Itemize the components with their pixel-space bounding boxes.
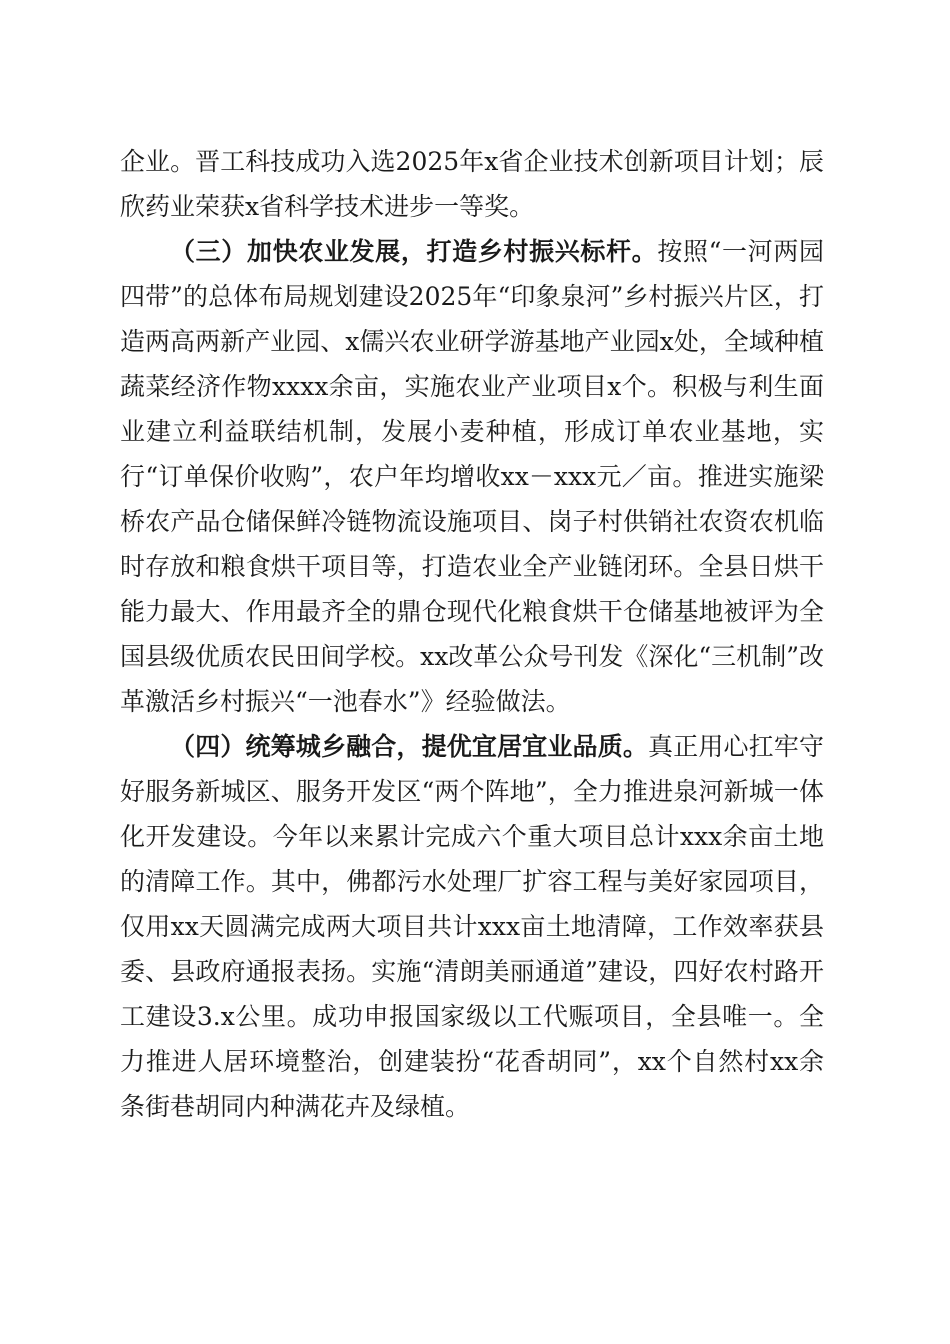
paragraph-section-four [120,724,824,1129]
paragraph-continuation [120,139,824,229]
paragraph-text: 企业。晋工科技成功入选2025年x省企业技术创新项目计划；辰欣药业荣获x省科学技术进步一等奖。 [120,147,824,221]
paragraph-text: 真正用心扛牢守好服务新城区、服务开发区“两个阵地”，全力推进泉河新城一体化开发建设。今年以来累计完成六个重大项目总计xxx余亩土地的清障工作。其中，佛都污水处理厂扩容工程与美好家园项目，仅用xx天圆满完成两大项目共计xxx亩土地清障，工作效率获县委、县政府通报表扬。实施“清朗美丽通道”建设，四好农村路开工建设3.x公里。成功申报国家级以工代赈项目，全县唯一。全力推进人居环境整治，创建装扮“花香胡同”，xx个自然村xx余条街巷胡同内种满花卉及绿植。 [120,732,824,1121]
paragraph-text: 按照“一河两园四带”的总体布局规划建设2025年“印象泉河”乡村振兴片区，打造两高两新产业园、x儒兴农业研学游基地产业园x处，全域种植蔬菜经济作物xxxx余亩，实施农业产业项目x个。积极与利生面业建立利益联结机制，发展小麦种植，形成订单农业基地，实行“订单保价收购”，农户年均增收xx－xxx元／亩。推进实施梁桥农产品仓储保鲜冷链物流设施项目、岗子村供销社农资农机临时存放和粮食烘干项目等，打造农业全产业链闭环。全县日烘干能力最大、作用最齐全的鼎仓现代化粮食烘干仓储基地被评为全国县级优质农民田间学校。xx改革公众号刊发《深化“三机制”改革激活乡村振兴“一池春水”》经验做法。 [120,237,824,716]
section-heading-three: （三）加快农业发展，打造乡村振兴标杆。 [170,237,658,266]
document-body [120,139,824,1129]
paragraph-section-three [120,229,824,724]
section-heading-four: （四）统筹城乡融合，提优宜居宜业品质。 [170,732,649,761]
